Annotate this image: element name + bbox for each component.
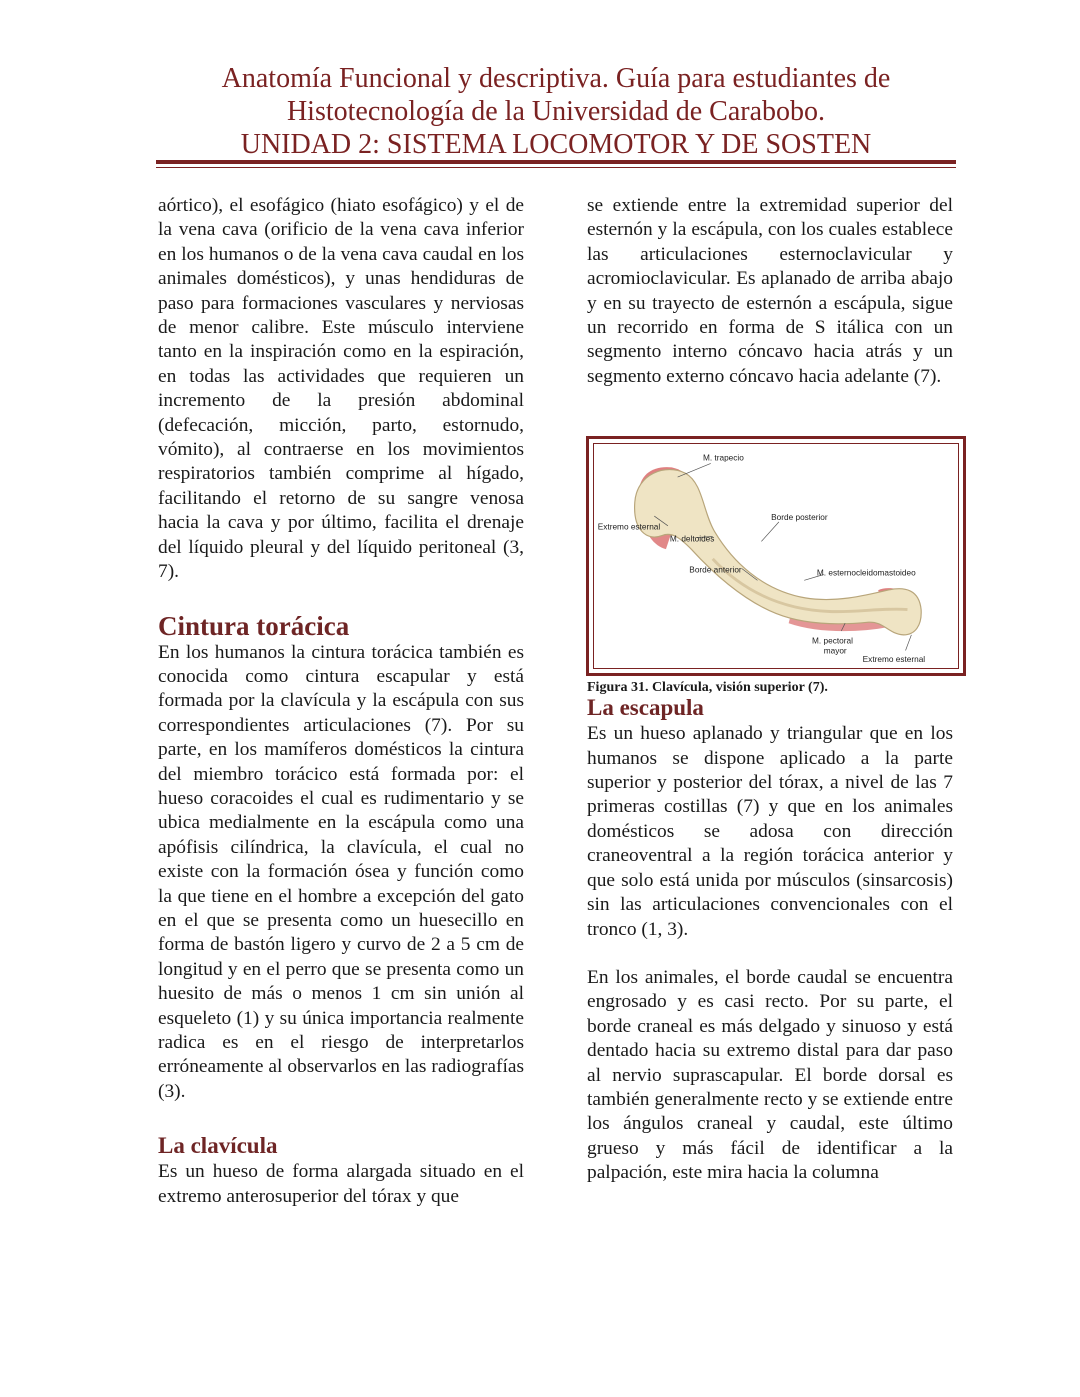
label-extremo-esternal-left: Extremo esternal [597, 522, 661, 532]
figure-caption: Figura 31. Clavícula, visión superior (7). [587, 680, 828, 695]
escapula-paragraph: Es un hueso aplanado y triangular que en los humanos se dispone aplicado a la parte superior y posterior del tórax, a nivel de las 7 primeras costillas (7) y que en los animales domésticos se adosa con dirección craneoventral a la región torácica anterior y que solo está unida por músculos (sinsarcosis) sin las articulaciones convencionales con el tronco (1, 3). [587, 723, 953, 940]
heading-cintura-toracica: Cintura torácica [158, 610, 350, 641]
label-borde-anterior: Borde anterior [689, 565, 742, 575]
heading-escapula: La escapula [587, 695, 704, 721]
label-extremo-esternal-right: Extremo esternal [862, 655, 926, 665]
cintura-paragraph: En los humanos la cintura torácica también es conocida como cintura escapular y está formada por la clavícula y la escápula con sus correspondientes articulaciones (7). Por su parte, en los mamíferos domésticos la cintura del miembro torácico está formada por: el hueso coracoides el cual es rudimentario y se ubica medialmente en la escápula como una apófisis cilíndrica, la clavícula, el cual no existe con la formación ósea y función como la que tiene en el hombre a excepción del gato en el que se presenta como un huesecillo en forma de bastón ligero y curvo de 2 a 5 cm de longitud y en el perro que se presenta como un huesito de más o menos 1 cm sin unión al esqueleto (1) y su única importancia realmente radica es en el riesgo de interpretarlos erróneamente al observarlos en las radiografías (3). [158, 641, 524, 1102]
left-column [158, 194, 524, 1209]
label-trapecio: M. trapecio [702, 453, 744, 463]
header-line-2: Histotecnología de la Universidad de Carabobo. [286, 96, 826, 127]
leader-extremo-esternal-right [906, 635, 912, 651]
heading-clavicula: La clavícula [158, 1133, 278, 1159]
clavicle-figure-inner-frame [593, 443, 959, 669]
header-line-1: Anatomía Funcional y descriptiva. Guía para estudiantes de [221, 63, 891, 94]
header-line-3: UNIDAD 2: SISTEMA LOCOMOTOR Y DE SOSTEN [240, 129, 872, 160]
clavicle-illustration [594, 444, 958, 668]
label-borde-posterior: Borde posterior [771, 512, 828, 522]
leader-borde-posterior [761, 522, 779, 541]
clavicula-continued-paragraph: se extiende entre la extremidad superior del esternón y la escápula, con los cuales establece las articulaciones esternoclavicular y acromioclavicular. Es aplanado de arriba abajo y en su trayecto de esternón a escápula, sigue un recorrido en forma de S itálica con un segmento interno cóncavo hacia atrás y un segmento externo cóncavo hacia adelante (7). [587, 195, 953, 387]
label-esternocleidomastoideo: M. esternocleidomastoideo [816, 568, 916, 578]
header-rule-thin [156, 167, 956, 168]
clavicle-figure [586, 436, 966, 676]
page-header [156, 62, 956, 161]
leader-trapecio [678, 463, 711, 477]
header-rule-thick [156, 160, 956, 164]
label-pectoral-2: mayor [823, 646, 847, 656]
clavicula-paragraph: Es un hueso de forma alargada situado en el extremo anterosuperior del tórax y que [158, 1161, 524, 1207]
escapula-borders-paragraph: En los animales, el borde caudal se encuentra engrosado y es casi recto. Por su parte, el borde craneal es más delgado y sinuoso y está dentado hacia su extremo distal para dar paso al nervio suprascapular. El borde dorsal es también generalmente recto y se extiende entre los ángulos craneal y caudal, este último grueso y más fácil de identificar a la palpación, este mira hacia la columna [587, 966, 953, 1184]
label-deltoides: M. deltoides [669, 534, 715, 544]
label-pectoral-1: M. pectoral [812, 636, 853, 646]
diaphragm-paragraph: aórtico), el esofágico (hiato esofágico) y el de la vena cava (orificio de la vena cava inferior en los humanos o de la vena cava caudal en los animales domésticos), y unas hendiduras de paso para formaciones vasculares y nerviosas de menor calibre. Este músculo interviene tanto en la inspiración como en la espiración, en todas las actividades que requieren un incremento de la presión abdominal (defecación, micción, parto, estornudo, vómito), al contraerse en los movimientos respiratorios también comprime al hígado, facilitando el retorno de su sangre venosa hacia la cava y por último, facilita el drenaje del líquido pleural y del líquido peritoneal (3, 7). [158, 195, 524, 583]
